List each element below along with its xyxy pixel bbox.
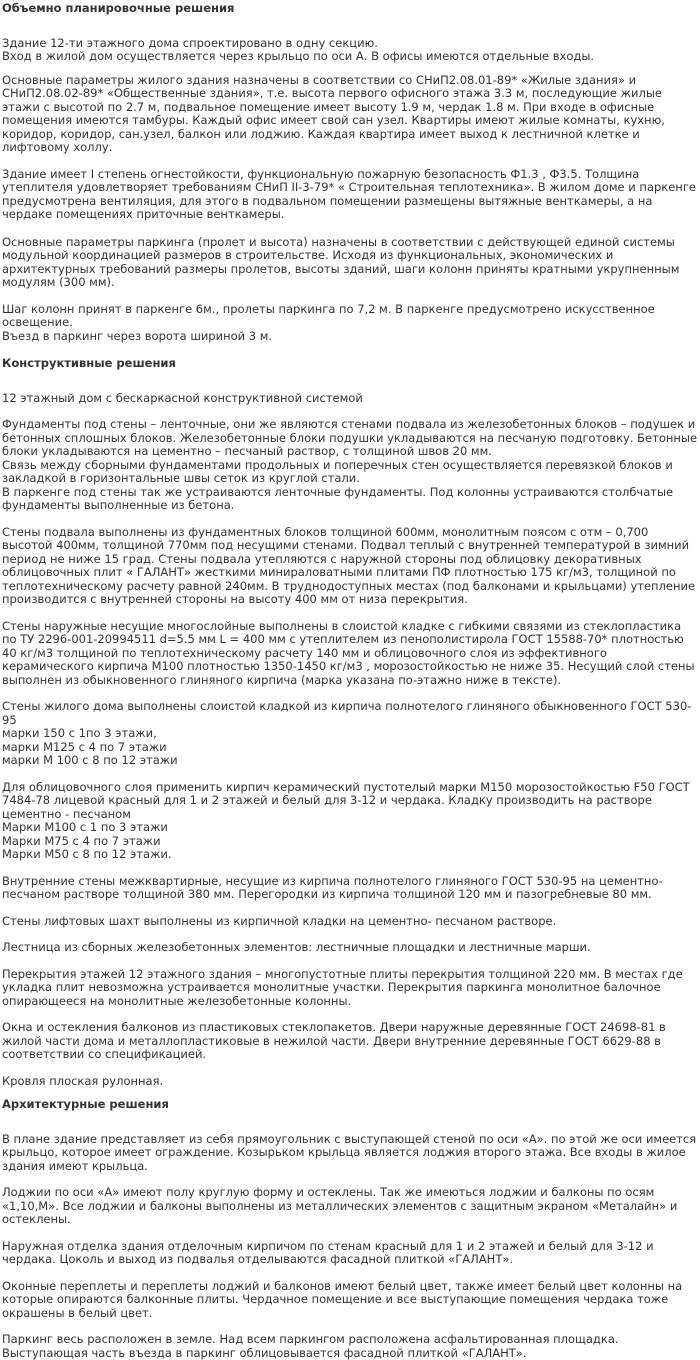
paragraph: В паркенге под стены так же устраиваются ленточные фундаменты. Под колонны устраиваются столбчатые фундаменты выполненные из бетона. bbox=[2, 484, 674, 512]
paragraph: Фундаменты под стены – ленточные, они же являются стенами подвала из железобетонных блоков – подушек и бетонных сплошных блоков. Железобетонные блоки подушки укладываются на песчаную подготовку. Бетонные блоки укладываются на цементно – песчаный раствор, с толщиной швов 20 мм. bbox=[2, 417, 698, 458]
paragraph: Въезд в паркинг через ворота шириной 3 м. bbox=[2, 328, 273, 343]
section-heading-architectural: Архитектурные решения bbox=[2, 1097, 169, 1111]
paragraph: Стены жилого дома выполнены слоистой кладкой из кирпича полнотелого глиняного обыкновенного ГОСТ 530-95 bbox=[2, 699, 692, 727]
paragraph: Здание 12-ти этажного дома спроектировано в одну секцию. bbox=[2, 35, 378, 50]
paragraph: Стены подвала выполнены из фундаментных блоков толщиной 600мм, монолитным поясом с отм – 0,700 высотой 400мм, толщиной 770мм под несущими стенами. Подвал теплый с внутренней температурой в зимний период не ниже 15 град. Стены подвала утепляются с наружной стороны под облицовку декоративных облицовочных плит « ГАЛАНТ» жесткими минираловатными плитами ПФ плотностью 175 кг/м3, толщиной по теплотехническому расчету равной 240мм. В труднодоступных местах (под балконами и крыльцами) утепление производится с внутренней стороны на высоту 400 мм от низа перекрытия. bbox=[2, 524, 696, 606]
list-item: Марки М75 с 4 по 7 этажи bbox=[2, 833, 161, 848]
paragraph: Стены наружные несущие многослойные выполнены в слоистой кладке с гибкими связями из стеклопластика по ТУ 2296-001-20994511 d=5.5 мм L = 400 мм с утеплителем из пенополистирола ГОСТ 15588-70* плотностью 40 кг/м3 толщиной по теплотехническому расчету 140 мм и облицовочного слоя из эффективного керамического кирпича М100 плотностью 1350-1450 кг/м3 , морозостойкостью не ниже 35. Несущий слой стены выполнен из обыкновенного глиняного кирпича (марка указана по-этажно ниже в тексте). bbox=[2, 618, 695, 687]
paragraph: Стены лифтовых шахт выполнены из кирпичной кладки на цементно- песчаном растворе. bbox=[2, 913, 557, 928]
paragraph: Лоджии по оси «А» имеют полу круглую форму и остеклены. Так же имеються лоджии и балконы по осям «1,10,М». Все лоджии и балконы выполнены из металлических элементов с защитным экраном «Металайн» и остеклены. bbox=[2, 1185, 678, 1226]
paragraph: Лестница из сборных железобетонных элементов: лестничные площадки и лестничные марши. bbox=[2, 940, 591, 954]
paragraph: Связь между сборными фундаментами продольных и поперечных стен осуществляется перевязкой блоков и закладкой в горизонтальные швы сеток из круглой стали. bbox=[2, 457, 673, 485]
paragraph: Окна и остекления балконов из пластиковых стеклопакетов. Двери наружные деревянные ГОСТ 24698-81 в жилой части дома и металлопластиковые в нежилой части. Двери внутренние деревянные ГОСТ 6629-88 в соответствии со спецификацией. bbox=[2, 1020, 666, 1061]
paragraph: Перекрытия этажей 12 этажного здания – многопустотные плиты перекрытия толщиной 220 мм. В местах где укладка плит невозможна устраивается монолитные участки. Перекрытия паркинга монолитное балочное опирающееся на монолитные железобетонные колонны. bbox=[2, 966, 683, 1008]
list-item: Марки М100 с 1 по 3 этажи bbox=[2, 820, 168, 834]
paragraph: Шаг колонн принят в паркенге 6м., пролеты паркинга по 7,2 м. В паркенге предусмотрено искусственное освещение. bbox=[2, 301, 655, 329]
paragraph: 12 этажный дом с бескаркасной конструктивной системой bbox=[2, 390, 363, 405]
paragraph: Паркинг весь расположен в земле. Над всем паркингом расположена асфальтированная площадка. Выступающая часть въезда в паркинг облицовывается фасадной плиткой «ГАЛАНТ». bbox=[2, 1332, 619, 1360]
paragraph: Для облицовочного слоя применить кирпич керамический пустотелый марки М150 морозостойкостью F50 ГОСТ 7484-78 лицевой красный для 1 и 2 этажей и белый для 3-12 и чердака. Кладку производить на растворе цементно - песчаном bbox=[2, 779, 690, 821]
paragraph: Основные параметры паркинга (пролет и высота) назначены в соответствии с действующей единой системы модульной координацией размеров в строительстве. Исходя из функциональных, экономических и архитектурных требований размеры пролетов, высоты зданий, шаги колонн приняты кратными укрупненным модулям (300 мм). bbox=[2, 234, 680, 289]
paragraph: Вход в жилой дом осуществляется через крыльцо по оси А. В офисы имеются отдельные входы. bbox=[2, 49, 595, 63]
paragraph: Основные параметры жилого здания назначены в соответствии со СНиП2.08.01-89* «Жилые здания» и СНиП2.08.02-89* «Общественные здания», т.е. высота первого офисного этажа 3.3 м, последующие жилые этажи с высотой по 2.7 м, подвальное помещение имеет высоту 1.9 м, чердак 1.8 м. При входе в офисные помещения имеются тамбуры. Каждый офис имеет свой сан узел. Квартиры имеют жилые комнаты, кухню, коридор, коридор, сан.узел, балкон или лоджию. Каждая квартира имеет выход к лестничной клетке и лифтовому холлу. bbox=[2, 72, 665, 154]
section-heading-planning: Объемно планировочные решения bbox=[2, 1, 235, 15]
list-item: марки 150 с 1по 3 этажи, bbox=[2, 726, 157, 740]
list-item: марки М 100 с 8 по 12 этажи bbox=[2, 753, 178, 767]
paragraph: Кровля плоская рулонная. bbox=[2, 1073, 164, 1088]
paragraph: Наружная отделка здания отделочным кирпичом по стенам красный для 1 и 2 этажей и белый для 3-12 и чердака. Цоколь и выход из подвалья отделываются фасадной плиткой «ГАЛАНТ». bbox=[2, 1238, 654, 1266]
section-heading-structural: Конструктивные решения bbox=[2, 356, 176, 370]
paragraph: Здание имеет I степень огнестойкости, функциональную пожарную безопасность Ф1.3 , Ф3.5. Толщина утеплителя удовлетворяет требованиям СНиП II-3-79* « Строительная теплотехника». В жилом доме и паркенге предусмотрена вентиляция, для этого в подвальном помещении размещены вытяжные венткамеры, а на чердаке помещениях приточные венткамеры. bbox=[2, 166, 696, 221]
paragraph: Внутренние стены межквартирные, несущие из кирпича полнотелого глиняного ГОСТ 530-95 на цементно-песчаном растворе толщиной 380 мм. Перегородки из кирпича толщиной 120 мм и пазогребневые 80 мм. bbox=[2, 873, 663, 901]
paragraph: Оконные переплеты и переплеты лоджий и балконов имеют белый цвет, также имеет белый цвет колонны на которые опираются балконные плиты. Чердачное помещение и все выступающие помещения чердака тоже окрашены в белый цвет. bbox=[2, 1278, 683, 1320]
list-item: марки М125 с 4 по 7 этажи bbox=[2, 739, 167, 754]
list-item: Марки М50 с 8 по 12 этажи. bbox=[2, 847, 172, 861]
paragraph: В плане здание представляет из себя прямоугольник с выступающей стеной по оси «А». по этой же оси имеется крыльцо, которое имеет ограждение. Козырьком крыльца является лоджия второго этажа. Все входы в жилое здания имеют крыльца. bbox=[2, 1131, 697, 1173]
